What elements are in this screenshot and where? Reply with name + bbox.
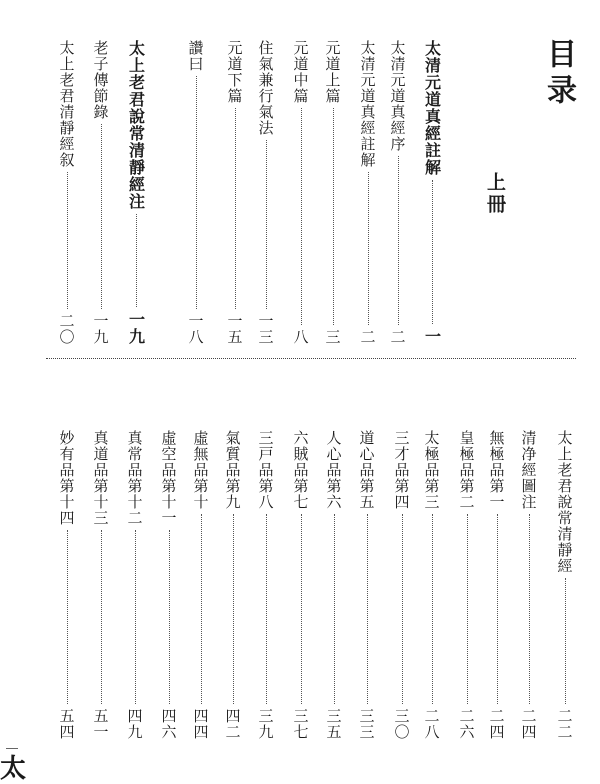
toc-entry-page: 一三 bbox=[256, 313, 275, 345]
dot-leader bbox=[169, 530, 170, 704]
toc-entry-page: 三七 bbox=[291, 708, 310, 740]
toc-entry-title: 虛無品第十 bbox=[191, 430, 210, 510]
toc-entry-page: 三五 bbox=[324, 708, 343, 740]
toc-entry bbox=[387, 40, 409, 345]
toc-entry bbox=[290, 40, 312, 345]
toc-entry-title: 人心品第六 bbox=[324, 430, 343, 510]
toc-entry bbox=[158, 430, 180, 740]
toc-entry-title: 元道上篇 bbox=[323, 40, 342, 104]
toc-entry bbox=[90, 430, 112, 740]
dot-leader bbox=[235, 108, 236, 309]
toc-entry bbox=[255, 40, 277, 345]
toc-entry bbox=[124, 430, 146, 740]
page-title: 目录 bbox=[541, 38, 576, 110]
toc-entry bbox=[357, 40, 379, 345]
dot-leader bbox=[368, 172, 369, 325]
toc-entry-title: 元道下篇 bbox=[225, 40, 244, 104]
page-edge-mark bbox=[6, 748, 18, 749]
toc-entry-page: 五一 bbox=[91, 708, 110, 740]
toc-entry-page: 一九 bbox=[126, 311, 146, 345]
toc-entry-page: 一八 bbox=[186, 313, 205, 345]
toc-entry-page: 二 bbox=[358, 329, 377, 345]
toc-entry bbox=[323, 430, 345, 740]
toc-entry bbox=[554, 430, 576, 740]
toc-entry bbox=[421, 40, 443, 345]
dot-leader bbox=[367, 514, 368, 704]
dot-leader bbox=[135, 530, 136, 704]
dot-leader bbox=[432, 180, 433, 324]
toc-entry bbox=[486, 430, 508, 740]
dot-leader bbox=[101, 530, 102, 704]
toc-entry-page: 五四 bbox=[57, 708, 76, 740]
toc-entry-page: 四二 bbox=[223, 708, 242, 740]
dot-leader bbox=[101, 124, 102, 309]
toc-entry-page: 二二 bbox=[555, 708, 574, 740]
toc-entry bbox=[322, 40, 344, 345]
toc-entry-title: 太上老君清靜經叙 bbox=[57, 40, 76, 168]
toc-entry-page: 一五 bbox=[225, 313, 244, 345]
toc-entry-title: 太清元道真經註解 bbox=[422, 40, 442, 176]
toc-entry-title: 元道中篇 bbox=[291, 40, 310, 104]
dot-leader bbox=[67, 530, 68, 704]
dot-leader bbox=[402, 514, 403, 704]
toc-entry-title: 太清元道真經序 bbox=[388, 40, 407, 152]
toc-entry-title: 真常品第十二 bbox=[125, 430, 144, 526]
toc-entry-page: 二〇 bbox=[57, 313, 76, 345]
toc-entry bbox=[356, 430, 378, 740]
dot-leader bbox=[266, 514, 267, 704]
toc-entry-page: 八 bbox=[291, 329, 310, 345]
toc-entry-title: 太上老君說常清靜經 bbox=[555, 430, 574, 574]
toc-entry bbox=[125, 40, 147, 345]
toc-entry-title: 道心品第五 bbox=[357, 430, 376, 510]
toc-entry bbox=[421, 430, 443, 740]
toc-entry bbox=[518, 430, 540, 740]
toc-entry bbox=[391, 430, 413, 740]
toc-entry bbox=[456, 430, 478, 740]
toc-entry-page: 四六 bbox=[159, 708, 178, 740]
volume-label: 上冊 bbox=[484, 172, 506, 216]
dot-leader bbox=[398, 156, 399, 325]
dot-leader bbox=[565, 578, 566, 704]
toc-entry-title: 清净經圖注 bbox=[519, 430, 538, 510]
toc-entry-title: 妙有品第十四 bbox=[57, 430, 76, 526]
dot-leader bbox=[301, 514, 302, 704]
toc-entry-page: 二四 bbox=[487, 708, 506, 740]
toc-entry bbox=[56, 430, 78, 740]
dot-leader bbox=[201, 514, 202, 704]
toc-entry bbox=[222, 430, 244, 740]
toc-entry-page: 二 bbox=[388, 329, 407, 345]
toc-entry-title: 虛空品第十一 bbox=[159, 430, 178, 526]
toc-entry bbox=[190, 430, 212, 740]
toc-entry-title: 住氣兼行氣法 bbox=[256, 40, 275, 136]
toc-entry bbox=[90, 40, 112, 345]
toc-entry bbox=[255, 430, 277, 740]
dot-leader bbox=[233, 514, 234, 704]
toc-entry bbox=[185, 40, 207, 345]
dot-leader bbox=[497, 514, 498, 704]
toc-entry-title: 皇極品第二 bbox=[457, 430, 476, 510]
toc-entry-title: 讚曰 bbox=[186, 40, 205, 72]
dot-leader bbox=[467, 514, 468, 704]
toc-entry-page: 三 bbox=[323, 329, 342, 345]
dot-leader bbox=[529, 514, 530, 704]
section-divider bbox=[46, 358, 576, 359]
toc-entry-title: 老子傳節錄 bbox=[91, 40, 110, 120]
toc-entry-page: 四四 bbox=[191, 708, 210, 740]
toc-entry-title: 真道品第十三 bbox=[91, 430, 110, 526]
toc-entry-page: 一九 bbox=[91, 313, 110, 345]
toc-entry-page: 四九 bbox=[125, 708, 144, 740]
toc-entry bbox=[290, 430, 312, 740]
dot-leader bbox=[196, 76, 197, 309]
toc-entry-page: 三三 bbox=[357, 708, 376, 740]
toc-entry-page: 一 bbox=[422, 328, 442, 345]
dot-leader bbox=[432, 514, 433, 704]
toc-entry-title: 三才品第四 bbox=[392, 430, 411, 510]
dot-leader bbox=[266, 140, 267, 309]
corner-glyph: 太 bbox=[0, 754, 27, 784]
dot-leader bbox=[334, 514, 335, 704]
toc-entry-title: 三戸品第八 bbox=[256, 430, 275, 510]
dot-leader bbox=[136, 214, 137, 307]
dot-leader bbox=[67, 172, 68, 309]
toc-entry-page: 二四 bbox=[519, 708, 538, 740]
toc-entry-title: 太上老君說常清靜經注 bbox=[126, 40, 146, 210]
toc-entry bbox=[224, 40, 246, 345]
toc-entry-page: 三〇 bbox=[392, 708, 411, 740]
dot-leader bbox=[301, 108, 302, 325]
toc-entry-title: 氣質品第九 bbox=[223, 430, 242, 510]
toc-entry-title: 無極品第一 bbox=[487, 430, 506, 510]
toc-entry-page: 二六 bbox=[457, 708, 476, 740]
toc-entry bbox=[56, 40, 78, 345]
toc-entry-title: 太清元道真經註解 bbox=[358, 40, 377, 168]
toc-entry-title: 六賊品第七 bbox=[291, 430, 310, 510]
dot-leader bbox=[333, 108, 334, 325]
toc-entry-title: 太極品第三 bbox=[422, 430, 441, 510]
toc-entry-page: 二八 bbox=[422, 708, 441, 740]
toc-entry-page: 三九 bbox=[256, 708, 275, 740]
